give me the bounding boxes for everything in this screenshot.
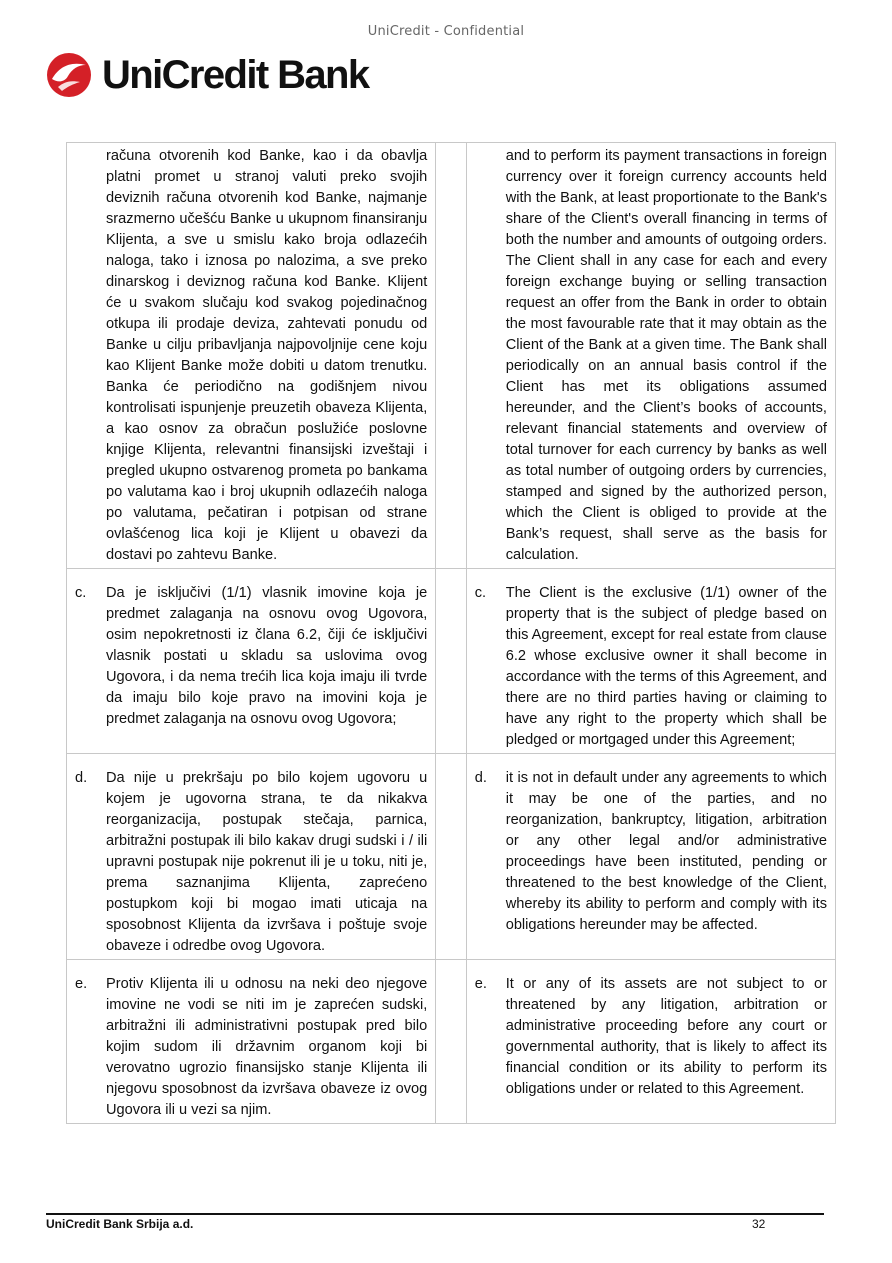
clause-marker: d.	[474, 770, 487, 786]
english-clause-text: it is not in default under any agreements to which it may be one of the parties, and no reorganization, bankruptcy, litigation, arbitration or any other legal and/or administrative proceedings have been instituted, pending or threatened to the best knowledge of the Client, whereby its ability to perform and comply with its obligations hereunder may be affected.	[505, 770, 827, 933]
table-row	[67, 569, 836, 754]
english-cell	[466, 143, 835, 569]
serbian-clause-text: računa otvorenih kod Banke, kao i da obavlja platni promet u stranoj valuti preko svojih deviznih računa otvorenih kod Banke, najmanje srazmerno učešću Banke u ukupnom finansiranju Klijenta, a sve u smislu kako broja odlazećih naloga, tako i iznosa po nalozima, a sve preko dinarskog i deviznog računa kod Banke. Klijent će u svakom slučaju kod svakog pojedinačnog otkupa ili prodaje deviza, zahtevati ponudu od Banke u cilju pribavljanja najpovoljnije cene koju kao Klijent Banke može dobiti u datom trenutku. Banka će periodično na godišnjem nivou kontrolisati ispunjenje preuzetih obaveza Klijenta, a kao osnov za obračun poslužiće poslovne knjige Klijenta, relevantni finansijski izveštaji i pregled ukupno ostvarenog prometa po bankama po valutama kao i broj ukupnih odlazećih naloga po valutama, pečatiran i potpisan od strane ovlašćenog lica koji je Klijent u obavezi da dostavi po zahtevu Banke.	[106, 148, 428, 563]
clause-marker: e.	[75, 976, 88, 992]
serbian-clause-text: Da nije u prekršaju po bilo kojem ugovoru u kojem je ugovorna strana, te da nikakva reorganizacija, postupak stečaja, parnica, arbitražni postupak ili bilo kakav drugi sudski i / ili upravni postupak nije pokrenut ili je u toku, niti je, prema saznanjima Klijenta, zaprećeno postupkom koji bi mogao imati uticaja na sposobnost Klijenta da izvršava i poštuje svoje obaveze i odredbe ovog Ugovora.	[106, 770, 428, 954]
clause-marker	[475, 146, 506, 566]
english-clause-text: The Client is the exclusive (1/1) owner of the property that is the subject of pledge based on this Agreement, except for real estate from clause 6.2 whose exclusive owner it shall become in accordance with the terms of this Agreement, and there are no third parties having or claiming to have any right to the property which shall be pledged or mortgaged under this Agreement;	[505, 585, 827, 748]
footer-company: UniCredit Bank Srbija a.d.	[46, 1217, 194, 1231]
clause-marker: d.	[75, 770, 88, 786]
footer-divider	[46, 1213, 824, 1215]
bank-logo	[46, 52, 369, 98]
column-gap	[436, 143, 466, 569]
serbian-clause-text: Da je isključivi (1/1) vlasnik imovine koja je predmet zalaganja na osnovu ovog Ugovora, osim nepokretnosti iz člana 6.2, čiji će isključivi vlasnik postati u skladu sa uslovima ovog Ugovora, i da nema trećih lica koja imaju ili tvrde da imaju bilo koje pravo na imovini koja je predmet zalaganja na osnovu ovog Ugovora;	[106, 585, 428, 727]
clause-marker: e.	[474, 976, 487, 992]
english-cell	[466, 569, 835, 754]
serbian-cell	[67, 143, 436, 569]
english-clause-text: It or any of its assets are not subject to or threatened by any litigation, arbitration or administrative proceeding before any court or governmental authority, that is likely to affect its financial condition or its ability to perform its obligations under or related to this Agreement.	[505, 976, 827, 1097]
confidentiality-label: UniCredit - Confidential	[367, 24, 525, 39]
clause-marker	[75, 146, 106, 566]
table-row	[67, 143, 836, 569]
english-cell	[466, 960, 835, 1124]
clause-marker: c.	[474, 585, 487, 601]
serbian-cell	[67, 960, 436, 1124]
unicredit-logo-icon	[46, 52, 92, 98]
bilingual-clause-table	[66, 142, 836, 1124]
column-gap	[436, 960, 466, 1124]
serbian-cell	[67, 569, 436, 754]
page-number: 32	[752, 1217, 766, 1231]
english-cell	[466, 754, 835, 960]
serbian-cell	[67, 754, 436, 960]
column-gap	[436, 569, 466, 754]
serbian-clause-text: Protiv Klijenta ili u odnosu na neki deo njegove imovine ne vodi se niti im je zaprećen sudski, arbitražni ili administrativni postupak pred bilo kojim sudom ili državnim organom koji bi verovatno ugrozio finansijsko stanje Klijenta ili njegovu sposobnost da izvršava obaveze iz ovog Ugovora ili u vezi sa njim.	[106, 976, 428, 1118]
table-row	[67, 754, 836, 960]
clause-marker: c.	[75, 585, 87, 601]
logo-text: UniCredit Bank	[102, 53, 369, 97]
column-gap	[436, 754, 466, 960]
english-clause-text: and to perform its payment transactions in foreign currency over it foreign currency accounts held with the Bank, at least proportionate to the Bank's share of the Client's overall financing in terms of both the number and amounts of outgoing orders. The Client shall in any case for each and every foreign exchange buying or selling transaction request an offer from the Bank in order to obtain the most favourable rate that it may obtain as the Client of the Bank at a given time. The Bank shall periodically on an annual basis control if the Client has met its obligations assumed hereunder, and the Client’s books of accounts, relevant financial statements and overview of total turnover for each currency by banks as well as total number of outgoing orders by currencies, stamped and signed by the authorized person, which the Client is obliged to provide at the Bank’s request, shall serve as the basis for calculation.	[505, 148, 827, 563]
table-row	[67, 960, 836, 1124]
